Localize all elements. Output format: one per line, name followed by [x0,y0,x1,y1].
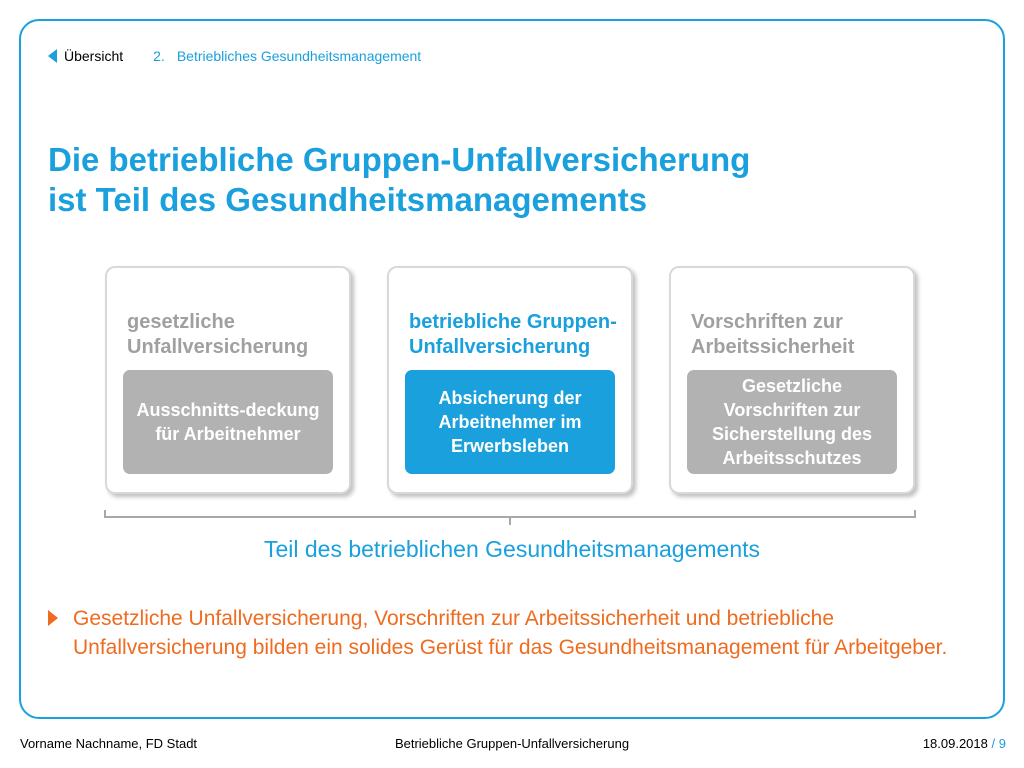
card-title: gesetzliche Unfallversicherung [127,311,309,358]
card-description: Absicherung der Arbeitnehmer im Erwerbsleben [405,370,615,474]
grouping-bracket [104,510,916,518]
card-title: Vorschriften zur Arbeitssicherheit [691,311,855,358]
bracket-tick [509,518,511,525]
footer-author: Vorname Nachname, FD Stadt [20,736,198,751]
card-description: Gesetzliche Vorschriften zur Sicherstellung des Arbeitsschutzes [687,370,897,474]
card-group-accident-insurance [387,266,633,494]
bullet-item [48,604,968,662]
card-title: betriebliche Gruppen-Unfallversicherung [409,311,617,358]
footer-date: 18.09.2018 [922,736,988,751]
overview-link[interactable] [48,48,123,64]
card-description: Ausschnitts-deckung für Arbeitnehmer [123,370,333,474]
footer-date-page [923,736,1006,751]
card-statutory-insurance [105,266,351,494]
page-title [48,140,750,220]
title-line-1: Die betriebliche Gruppen-Unfallversicherung [48,141,751,178]
card-safety-regulations [669,266,915,494]
section-title: Betriebliches Gesundheitsmanagement [176,48,422,64]
title-line-2: ist Teil des Gesundheitsmanagements [48,181,648,218]
footer-separator: / [991,736,996,751]
section-number: 2. [153,48,165,64]
overview-label: Übersicht [64,48,124,64]
breadcrumb [48,48,421,64]
triangle-left-icon [48,49,57,63]
bracket-label: Teil des betrieblichen Gesundheitsmanagements [263,536,761,562]
footer-topic: Betriebliche Gruppen-Unfallversicherung [394,736,630,751]
page-number: 9 [998,736,1006,751]
breadcrumb-section[interactable] [153,48,421,64]
triangle-right-icon [48,610,58,626]
bullet-text: Gesetzliche Unfallversicherung, Vorschriften zur Arbeitssicherheit und betriebliche Unfallversicherung bilden ein solides Gerüst für das Gesundheitsmanagement für Arbeitgeber. [73,607,948,659]
